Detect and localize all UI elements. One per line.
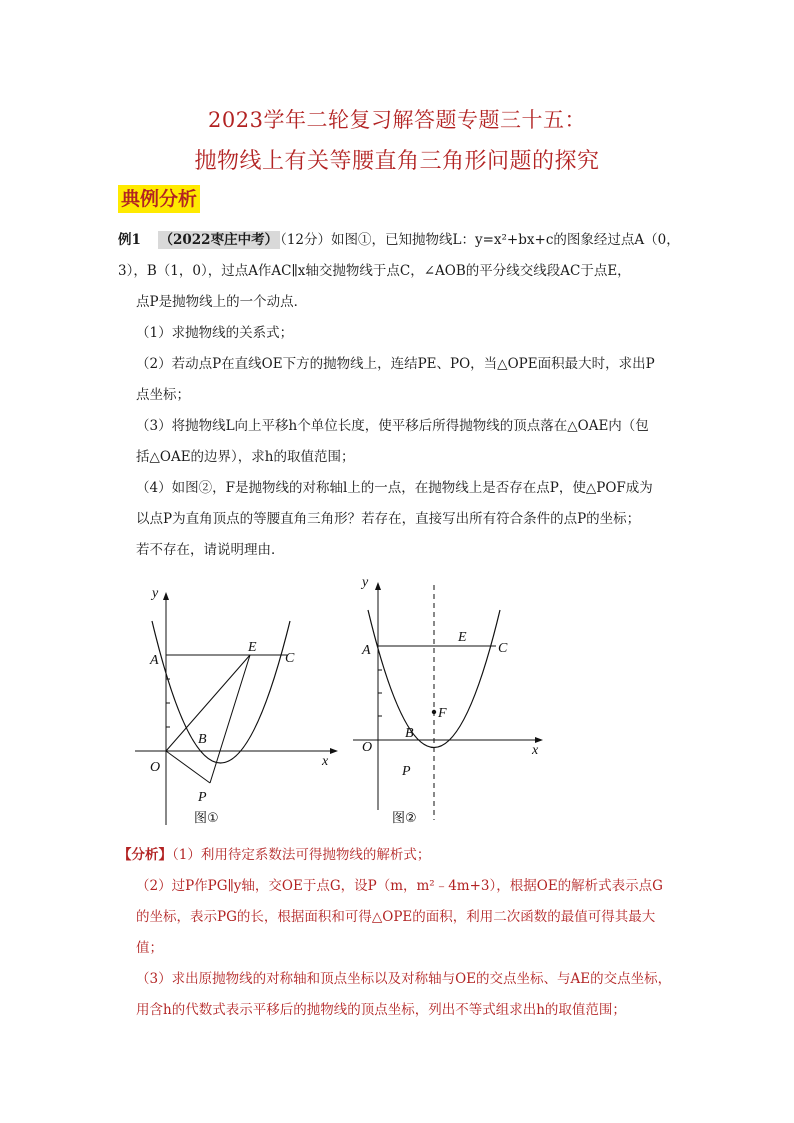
label-E: E: [248, 640, 257, 655]
x-axis-arrow: [330, 748, 338, 754]
label-x: x: [322, 754, 329, 769]
label-O: O: [362, 740, 373, 755]
point-F: [432, 710, 436, 714]
label-A: A: [150, 653, 159, 668]
example-line: （3）将抛物线L向上平移h个单位长度，使平移后所得抛物线的顶点落在△OAE内（包: [136, 418, 649, 434]
analysis-line: 用含h的代数式表示平移后的抛物线的顶点坐标，列出不等式组求出h的取值范围；: [136, 1002, 626, 1018]
label-B: B: [198, 732, 207, 747]
analysis-label: 【分析】: [118, 847, 172, 863]
y-axis-arrow: [375, 582, 381, 590]
label-B: B: [405, 726, 414, 741]
label-E: E: [458, 630, 467, 645]
example-source-tag: （2022枣庄中考）: [159, 232, 279, 248]
parabola-curve: [152, 621, 290, 763]
label-F: F: [438, 706, 447, 721]
example-line: （1）求抛物线的关系式；: [136, 325, 294, 341]
example-first-line: [118, 228, 680, 248]
figure-2-caption: 图②: [392, 811, 417, 826]
label-y: y: [152, 586, 159, 601]
example-line: 括△OAE的边界），求h的取值范围；: [136, 449, 355, 465]
example-line: 点P是抛物线上的一个动点．: [136, 294, 308, 310]
analysis-first-line: [118, 843, 430, 863]
label-P: P: [198, 790, 207, 805]
y-axis-arrow: [163, 592, 169, 600]
figure-1-caption: 图①: [194, 811, 219, 826]
analysis-line: （2）过P作PG∥y轴，交OE于点G，设P（m，m²﹣4m+3），根据OE的解析式表示点G: [136, 878, 663, 894]
example-line: 若不存在，请说明理由．: [136, 542, 285, 558]
page-title-line2: 抛物线上有关等腰直角三角形问题的探究: [194, 149, 600, 174]
label-O: O: [150, 760, 161, 775]
line-OP: [166, 751, 210, 783]
analysis-line: 的坐标，表示PG的长，根据面积和可得△OPE的面积，利用二次函数的最值可得其最大: [136, 909, 656, 925]
figure-1-parabola: [130, 575, 345, 835]
label-C: C: [285, 651, 295, 666]
label-y: y: [362, 575, 369, 590]
example-line: 点坐标；: [136, 387, 190, 403]
analysis-line: 值；: [136, 940, 163, 956]
figure-2-parabola: [350, 570, 550, 835]
analysis-line: （1）利用待定系数法可得抛物线的解析式；: [172, 847, 431, 863]
label-C: C: [498, 641, 508, 656]
label-P: P: [402, 764, 411, 779]
label-A: A: [362, 643, 371, 658]
section-heading: 典例分析: [118, 185, 200, 213]
label-x: x: [532, 743, 539, 758]
example-line: 以点P为直角顶点的等腰直角三角形？若存在，直接写出所有符合条件的点P的坐标；: [136, 511, 641, 527]
example-line: 3），B（1，0），过点A作AC∥x轴交抛物线于点C，∠AOB的平分线交线段AC于点E，: [118, 263, 631, 279]
example-line: （4）如图②，F是抛物线的对称轴l上的一点，在抛物线上是否存在点P，使△POF成为: [136, 480, 653, 496]
line-OE: [166, 655, 250, 751]
example-line: （12分）如图①，已知抛物线L：y=x²+bx+c的图象经过点A（0，: [280, 232, 680, 248]
example-label: 例1: [118, 232, 141, 248]
example-line: （2）若动点P在直线OE下方的抛物线上，连结PE、PO，当△OPE面积最大时，求出P: [136, 356, 655, 372]
analysis-line: （3）求出原抛物线的对称轴和顶点坐标以及对称轴与OE的交点坐标、与AE的交点坐标，: [136, 971, 672, 987]
page-title-line1: 2023学年二轮复习解答题专题三十五：: [208, 108, 586, 132]
line-PE: [210, 655, 250, 783]
